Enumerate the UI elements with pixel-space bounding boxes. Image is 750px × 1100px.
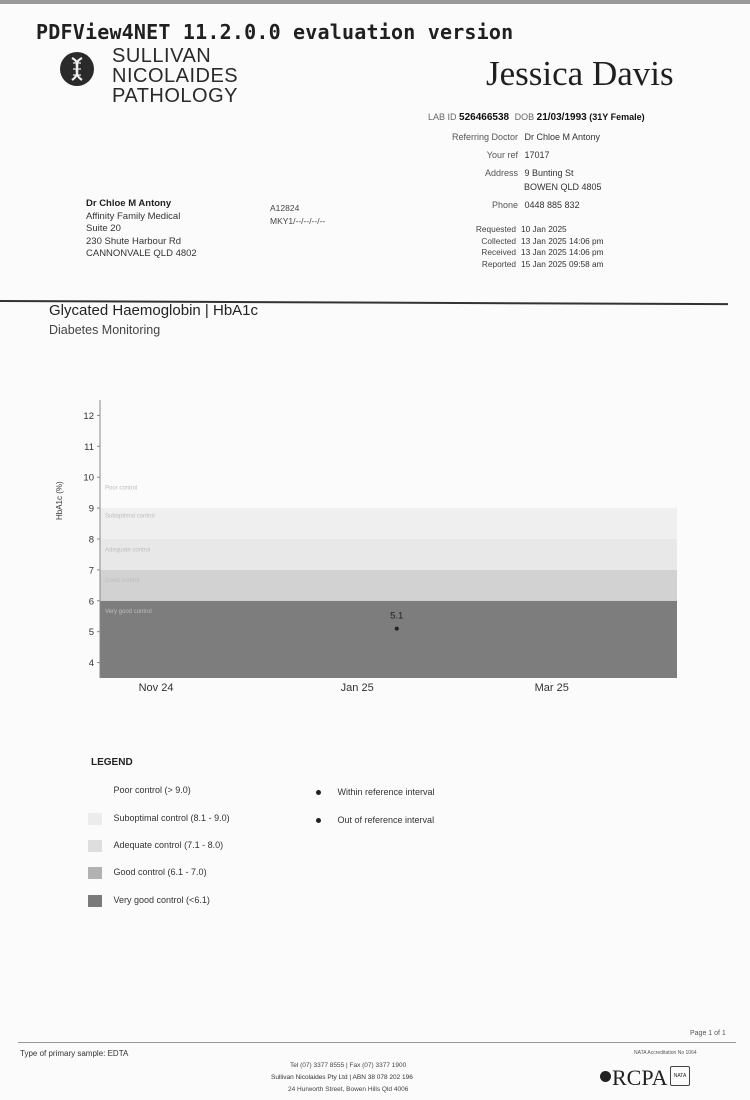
chart-band bbox=[100, 400, 677, 508]
date-row bbox=[440, 224, 604, 236]
nata-accreditation: NATA Accreditation No 1064 bbox=[634, 1050, 697, 1056]
chart-band bbox=[100, 508, 677, 539]
yourref-value: 17017 bbox=[524, 150, 550, 160]
report-dates bbox=[440, 224, 604, 270]
legend-swatch bbox=[88, 785, 102, 797]
chart-band-label: Adequate control bbox=[105, 547, 151, 554]
date-row bbox=[440, 259, 604, 271]
address-line2: BOWEN QLD 4805 bbox=[524, 182, 602, 192]
lab-id-value: 526466538 bbox=[459, 112, 510, 123]
test-title: Glycated Haemoglobin | HbA1c bbox=[49, 302, 259, 319]
chart-data-point bbox=[395, 627, 399, 631]
legend-item-good bbox=[88, 867, 207, 879]
chart-x-tick-label: Mar 25 bbox=[534, 682, 569, 694]
legend-item-within-range bbox=[316, 787, 435, 797]
date-label: Received bbox=[481, 247, 516, 257]
lab-id-label: LAB ID bbox=[428, 112, 457, 122]
address-line1: 9 Bunting St bbox=[524, 168, 574, 178]
chart-y-tick-label: 7 bbox=[88, 565, 94, 577]
doctor-city: CANNONVALE QLD 4802 bbox=[86, 248, 197, 259]
legend-swatch bbox=[88, 895, 102, 907]
legend-label: Suboptimal control (8.1 - 9.0) bbox=[113, 813, 230, 824]
date-row bbox=[440, 247, 604, 259]
referring-label: Referring Doctor bbox=[451, 132, 518, 142]
chart-y-tick-label: 8 bbox=[88, 534, 94, 546]
legend-item-very-good bbox=[88, 895, 210, 907]
lab-logo-text bbox=[112, 46, 238, 106]
chart-data-label: 5.1 bbox=[390, 610, 404, 622]
date-value: 10 Jan 2025 bbox=[521, 224, 567, 234]
doctor-practice: Affinity Family Medical bbox=[86, 210, 181, 222]
hba1c-chart bbox=[0, 390, 750, 710]
footer-tel: Tel (07) 3377 8555 | Fax (07) 3377 1900 bbox=[290, 1062, 407, 1069]
doctor-street: 230 Shute Harbour Rd bbox=[86, 235, 182, 247]
dob-label: DOB bbox=[514, 112, 535, 122]
referring-value: Dr Chloe M Antony bbox=[524, 132, 601, 142]
age-sex: (31Y Female) bbox=[589, 112, 645, 122]
chart-band-label: Suboptimal control bbox=[105, 513, 155, 520]
chart-y-tick-label: 4 bbox=[88, 658, 94, 670]
referring-row bbox=[430, 132, 600, 142]
chart-band-label: Very good control bbox=[105, 609, 152, 616]
legend-item-suboptimal bbox=[88, 813, 230, 825]
legend-swatch bbox=[88, 840, 102, 852]
footer-divider bbox=[18, 1042, 736, 1043]
chart-y-tick-label: 9 bbox=[88, 503, 94, 515]
chart-y-axis-label: HbA1c (%) bbox=[55, 481, 64, 520]
legend-label: Very good control (<6.1) bbox=[113, 895, 210, 906]
dob-value: 21/03/1993 bbox=[536, 112, 587, 123]
lab-id-row bbox=[428, 112, 645, 123]
chart-y-tick-label: 12 bbox=[83, 410, 94, 422]
legend-label: Out of reference interval bbox=[337, 815, 435, 825]
rcpa-logo: RCPA bbox=[612, 1065, 668, 1090]
date-value: 13 Jan 2025 14:06 pm bbox=[521, 235, 604, 246]
yourref-label: Your ref bbox=[486, 150, 518, 160]
doctor-code2: MKY1/--/--/--/-- bbox=[270, 216, 326, 226]
phone-value: 0448 885 832 bbox=[524, 200, 580, 210]
legend-label: Within reference interval bbox=[337, 787, 435, 797]
legend-swatch bbox=[88, 813, 102, 825]
legend-item-poor bbox=[88, 785, 191, 797]
legend-title: LEGEND bbox=[91, 757, 133, 768]
date-label: Reported bbox=[481, 258, 516, 269]
legend-label: Good control (6.1 - 7.0) bbox=[113, 867, 207, 878]
logo-line-2: NICOLAIDES bbox=[112, 65, 239, 87]
footer-address: 24 Hurworth Street, Bowen Hills Qld 4006 bbox=[288, 1086, 409, 1093]
test-subtitle: Diabetes Monitoring bbox=[49, 323, 161, 337]
chart-band-label: Good control bbox=[105, 578, 140, 585]
filled-dot-icon bbox=[316, 818, 321, 823]
chart-band bbox=[100, 539, 677, 570]
doctor-suite: Suite 20 bbox=[86, 223, 121, 234]
legend-item-adequate bbox=[88, 840, 223, 852]
chart-y-tick-label: 10 bbox=[83, 472, 94, 484]
date-label: Collected bbox=[481, 235, 516, 246]
dna-helix-icon bbox=[60, 52, 94, 86]
legend-label: Poor control (> 9.0) bbox=[113, 785, 191, 796]
chart-x-tick-label: Jan 25 bbox=[340, 682, 374, 694]
chart-y-tick-label: 5 bbox=[88, 627, 94, 639]
filled-dot-icon bbox=[316, 790, 321, 795]
date-label: Requested bbox=[475, 224, 516, 234]
evaluation-watermark: PDFView4NET 11.2.0.0 evaluation version bbox=[36, 20, 514, 44]
top-border bbox=[0, 0, 750, 4]
date-row bbox=[440, 236, 604, 248]
yourref-row bbox=[430, 150, 550, 160]
chart-x-tick-label: Nov 24 bbox=[138, 682, 174, 694]
footer-company: Sullivan Nicolaides Pty Ltd | ABN 38 078 202 196 bbox=[271, 1074, 413, 1081]
page-number: Page 1 of 1 bbox=[690, 1030, 726, 1037]
logo-line-3: PATHOLOGY bbox=[112, 85, 239, 107]
legend-swatch bbox=[88, 867, 102, 879]
sample-type: Type of primary sample: EDTA bbox=[20, 1049, 129, 1058]
date-value: 13 Jan 2025 14:06 pm bbox=[521, 247, 604, 257]
chart-y-tick-label: 11 bbox=[84, 441, 94, 453]
chart-band bbox=[100, 601, 677, 678]
chart-band bbox=[100, 570, 677, 601]
legend-item-out-of-range bbox=[316, 815, 434, 825]
nata-logo: NATA bbox=[670, 1066, 690, 1086]
legend-label: Adequate control (7.1 - 8.0) bbox=[113, 840, 224, 851]
doctor-code1: A12824 bbox=[270, 203, 300, 213]
doctor-address-block bbox=[86, 198, 197, 261]
phone-label: Phone bbox=[491, 200, 518, 210]
address-row bbox=[430, 168, 574, 178]
patient-name: Jessica Davis bbox=[486, 54, 674, 93]
chart-band-label: Poor control bbox=[105, 485, 138, 492]
date-value: 15 Jan 2025 09:58 am bbox=[521, 258, 604, 269]
doctor-codes bbox=[270, 202, 325, 228]
address-label: Address bbox=[484, 168, 518, 178]
chart-y-tick-label: 6 bbox=[88, 596, 94, 608]
rcpa-logo-icon bbox=[600, 1071, 611, 1082]
logo-line-1: SULLIVAN bbox=[112, 45, 212, 67]
phone-row bbox=[430, 200, 580, 210]
doctor-name: Dr Chloe M Antony bbox=[86, 198, 172, 209]
